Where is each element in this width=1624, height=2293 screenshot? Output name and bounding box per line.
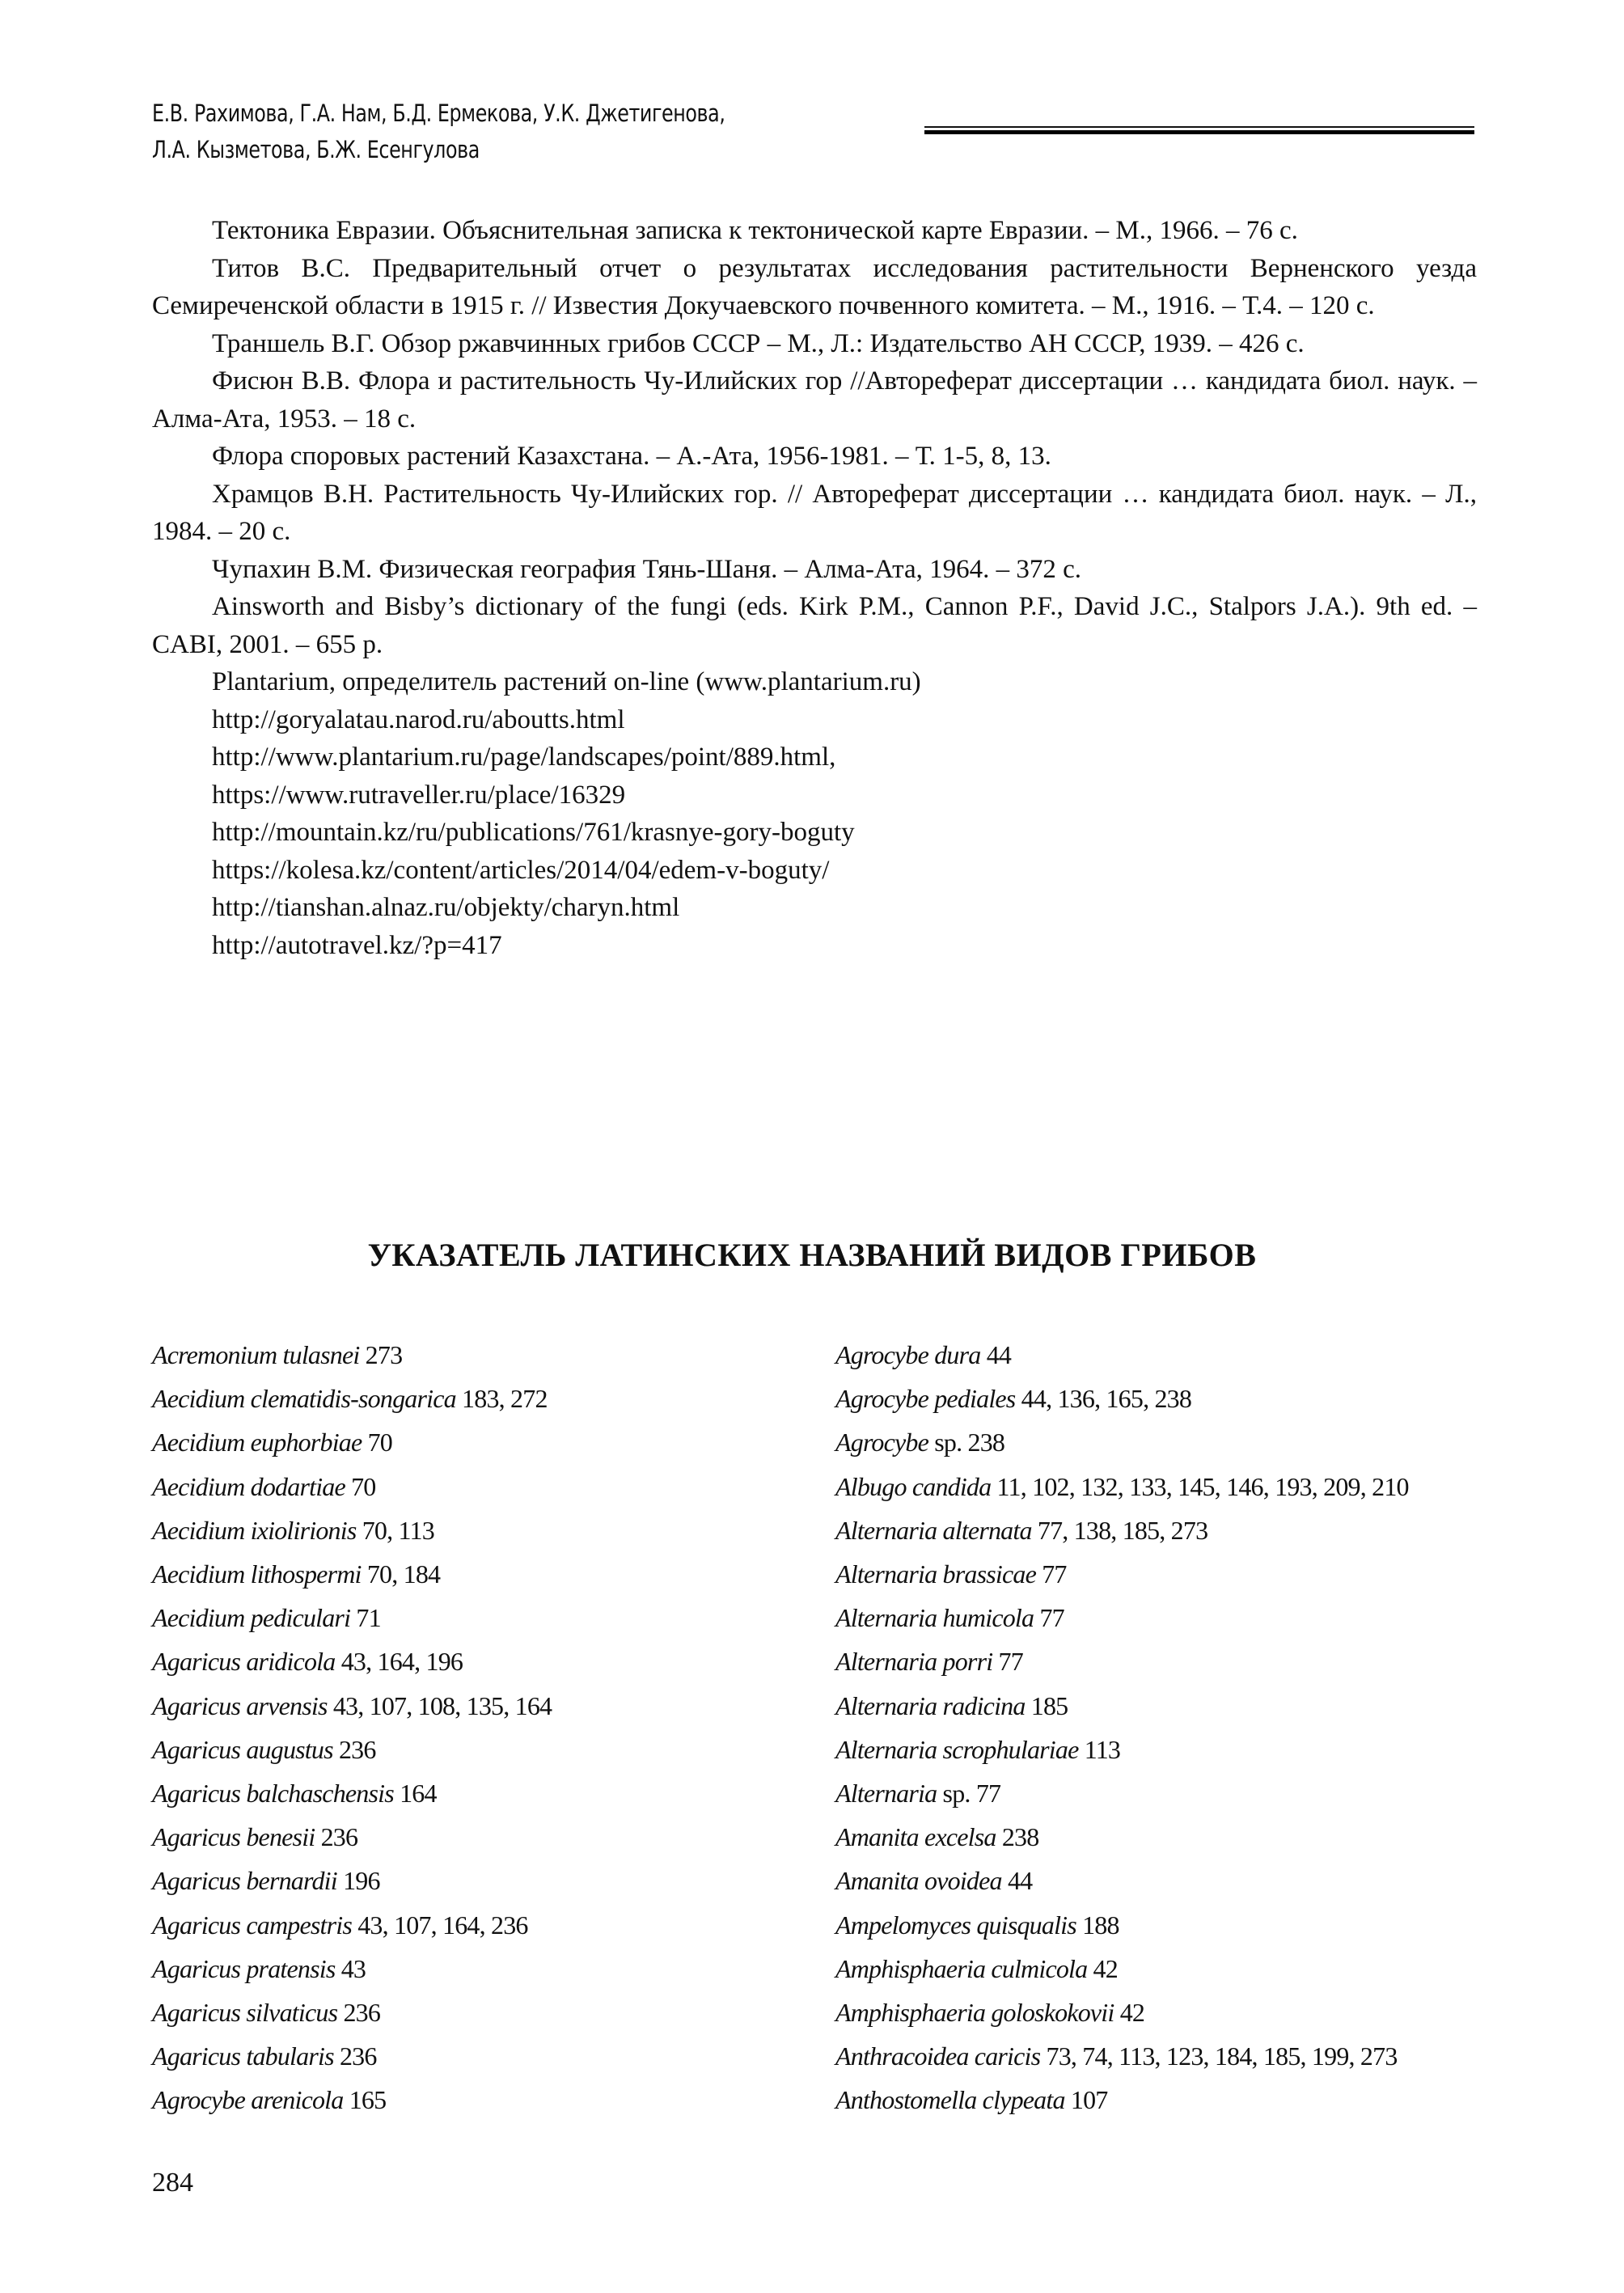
reference-item: Траншель В.Г. Обзор ржавчинных грибов СССР – М., Л.: Издательство АН СССР, 1939. – 426 с. — [212, 328, 1305, 358]
species-name: Alternaria alternata — [835, 1515, 1032, 1545]
reference-list — [152, 212, 1477, 964]
index-entry — [152, 1465, 552, 1508]
index-entry — [152, 1508, 552, 1552]
page-references: 70 — [367, 1428, 393, 1457]
reference-item: Тектоника Евразии. Объяснительная записка к тектонической карте Евразии. – М., 1966. – 76 с. — [212, 216, 1298, 245]
species-name: Amphisphaeria goloskokovii — [835, 1998, 1114, 2028]
index-entry — [152, 1639, 552, 1683]
species-name: Ampelomyces quisqualis — [835, 1910, 1076, 1940]
species-name: Aecidium ixiolirionis — [152, 1515, 357, 1545]
authors-line-1: Е.В. Рахимова, Г.А. Нам, Б.Д. Ермекова, У.К. Джетигенова, — [152, 99, 725, 127]
page-references: 44 — [986, 1340, 1012, 1369]
species-name: Agaricus tabularis — [152, 2041, 334, 2071]
index-entry — [835, 1377, 1409, 1420]
reference-url[interactable]: https://kolesa.kz/content/articles/2014/04/edem-v-boguty/ — [212, 855, 830, 885]
page-references: 70, 184 — [366, 1559, 441, 1589]
species-name: Agaricus bernardii — [152, 1866, 337, 1896]
index-entry — [152, 1991, 552, 2034]
index-entry — [152, 2078, 552, 2122]
page-references: 107 — [1070, 2085, 1108, 2115]
index-entry — [835, 1815, 1409, 1859]
page-number: 284 — [152, 2168, 193, 2198]
page-references: 236 — [339, 2041, 377, 2071]
index-entry — [835, 1728, 1409, 1771]
index-right-column — [835, 1333, 1409, 2122]
authors-line-2: Л.А. Кызметова, Б.Ж. Есенгулова — [152, 136, 480, 163]
page-references: 185 — [1030, 1690, 1068, 1720]
index-entry — [152, 1728, 552, 1771]
page-references: 164 — [400, 1779, 437, 1809]
species-name: Aecidium clematidis-songarica — [152, 1384, 456, 1414]
index-entry — [152, 2034, 552, 2078]
index-entry — [835, 1420, 1409, 1464]
reference-url[interactable]: http://autotravel.kz/?p=417 — [212, 930, 502, 960]
index-entry — [152, 1815, 552, 1859]
page-references: 73, 74, 113, 123, 184, 185, 199, 273 — [1046, 2041, 1398, 2071]
page-references: 196 — [343, 1866, 380, 1896]
reference-item: Чупахин В.М. Физическая география Тянь-Шаня. – Алма-Ата, 1964. – 372 с. — [212, 554, 1082, 584]
species-name: Agaricus arvensis — [152, 1690, 328, 1720]
index-entry — [152, 1859, 552, 1902]
page-references: 43, 107, 164, 236 — [357, 1910, 528, 1940]
index-entry — [152, 1596, 552, 1639]
index-entry — [835, 1596, 1409, 1639]
species-name: Agaricus aridicola — [152, 1647, 336, 1677]
index-entry — [835, 1903, 1409, 1947]
header-rule-thick — [924, 130, 1474, 134]
index-entry — [152, 1684, 552, 1728]
index-entry — [835, 2078, 1409, 2122]
species-name: Aecidium lithospermi — [152, 1559, 362, 1589]
index-entry — [152, 1947, 552, 1991]
index-title: УКАЗАТЕЛЬ ЛАТИНСКИХ НАЗВАНИЙ ВИДОВ ГРИБОВ — [367, 1237, 1257, 1273]
page-references: 165 — [349, 2085, 387, 2115]
index-entry — [835, 1991, 1409, 2034]
index-entry — [835, 1947, 1409, 1991]
page-references: 236 — [343, 1998, 381, 2028]
species-name: Agaricus augustus — [152, 1734, 333, 1764]
page-references: 42 — [1093, 1953, 1118, 1983]
reference-item: Флора споровых растений Казахстана. – А.-Ата, 1956-1981. – Т. 1-5, 8, 13. — [212, 442, 1051, 471]
species-name: Amphisphaeria culmicola — [835, 1953, 1088, 1983]
reference-item: Титов В.С. Предварительный отчет о результатах исследования растительности Верненского уезда Семиреченской области в 1915 г. // Известия Докучаевского почвенного комитета. – М., 1916. – Т.4. – 120 с. — [152, 253, 1477, 320]
species-name: Alternaria humicola — [835, 1603, 1034, 1633]
species-name: Agaricus pratensis — [152, 1953, 336, 1983]
species-name: Alternaria brassicae — [835, 1559, 1036, 1589]
page-references: 238 — [967, 1428, 1005, 1457]
index-left-column — [152, 1333, 552, 2122]
page-references: 188 — [1082, 1910, 1119, 1940]
species-name: Aecidium euphorbiae — [152, 1428, 362, 1457]
page-references: 11, 102, 132, 133, 145, 146, 193, 209, 210 — [996, 1471, 1409, 1501]
page-references: 43, 164, 196 — [340, 1647, 463, 1677]
page-references: 77 — [998, 1647, 1023, 1677]
page-references: 43 — [340, 1953, 366, 1983]
reference-url[interactable]: http://tianshan.alnaz.ru/objekty/charyn.html — [212, 893, 680, 922]
page-references: 236 — [338, 1734, 376, 1764]
reference-url[interactable]: http://goryalatau.narod.ru/aboutts.html — [212, 704, 625, 734]
page-references: 183, 272 — [462, 1384, 548, 1414]
page-references: 238 — [1001, 1822, 1039, 1852]
species-name: Agaricus campestris — [152, 1910, 353, 1940]
species-suffix: sp. — [934, 1428, 962, 1457]
page-references: 43, 107, 108, 135, 164 — [332, 1690, 552, 1720]
index-entry — [152, 1552, 552, 1596]
species-suffix: sp. — [942, 1779, 971, 1809]
species-name: Aecidium pediculari — [152, 1603, 351, 1633]
page-references: 113 — [1084, 1734, 1121, 1764]
species-name: Agaricus silvaticus — [152, 1998, 338, 2028]
species-name: Alternaria porri — [835, 1647, 993, 1677]
species-name: Anthracoidea caricis — [835, 2041, 1041, 2071]
species-name: Alternaria radicina — [835, 1690, 1026, 1720]
reference-item: Фисюн В.В. Флора и растительность Чу-Илийских гор //Автореферат диссертации … кандидата биол. наук. – Алма-Ата, 1953. – 18 с. — [152, 366, 1477, 434]
reference-url[interactable]: http://www.plantarium.ru/page/landscapes/point/889.html, — [212, 742, 836, 772]
running-header-authors — [152, 95, 725, 168]
page-references: 70, 113 — [362, 1515, 434, 1545]
reference-item: Plantarium, определитель растений on-line (www.plantarium.ru) — [212, 667, 921, 696]
page-references: 273 — [365, 1340, 403, 1369]
index-entry — [835, 1639, 1409, 1683]
species-name: Amanita excelsa — [835, 1822, 996, 1852]
species-name: Agaricus benesii — [152, 1822, 315, 1852]
index-entry — [152, 1420, 552, 1464]
species-name: Alternaria — [835, 1779, 937, 1809]
page-references: 77 — [975, 1779, 1001, 1809]
page-references: 77, 138, 185, 273 — [1037, 1515, 1208, 1545]
index-entry — [152, 1771, 552, 1815]
index-entry — [835, 1333, 1409, 1377]
page-references: 44, 136, 165, 238 — [1021, 1384, 1192, 1414]
species-name: Anthostomella clypeata — [835, 2085, 1065, 2115]
species-name: Agrocybe dura — [835, 1340, 981, 1369]
reference-item: Ainsworth and Bisby’s dictionary of the fungi (eds. Kirk P.M., Cannon P.F., David J.C., Stalpors J.A.). 9th ed. – CABI, 2001. – 655 p. — [152, 592, 1477, 659]
page-references: 42 — [1119, 1998, 1145, 2028]
index-entry — [835, 1508, 1409, 1552]
index-entry — [835, 1859, 1409, 1902]
reference-item: Храмцов В.Н. Растительность Чу-Илийских гор. // Автореферат диссертации … кандидата биол. наук. – Л., 1984. – 20 с. — [152, 479, 1477, 546]
page-references: 77 — [1039, 1603, 1064, 1633]
species-name: Albugo candida — [835, 1471, 992, 1501]
species-name: Agrocybe — [835, 1428, 929, 1457]
header-rule-thin — [924, 126, 1474, 128]
species-name: Amanita ovoidea — [835, 1866, 1002, 1896]
index-entry — [152, 1377, 552, 1420]
page-references: 236 — [320, 1822, 358, 1852]
page-references: 71 — [356, 1603, 381, 1633]
index-entry — [152, 1333, 552, 1377]
page-references: 44 — [1007, 1866, 1033, 1896]
species-name: Agaricus balchaschensis — [152, 1779, 394, 1809]
reference-url[interactable]: https://www.rutraveller.ru/place/16329 — [212, 780, 626, 810]
species-name: Aecidium dodartiae — [152, 1471, 345, 1501]
reference-url[interactable]: http://mountain.kz/ru/publications/761/krasnye-gory-boguty — [212, 818, 855, 847]
index-entry — [152, 1903, 552, 1947]
species-name: Alternaria scrophulariae — [835, 1734, 1079, 1764]
species-name: Agrocybe arenicola — [152, 2085, 344, 2115]
page-references: 70 — [351, 1471, 376, 1501]
index-entry — [835, 1684, 1409, 1728]
page-references: 77 — [1042, 1559, 1067, 1589]
species-name: Acremonium tulasnei — [152, 1340, 360, 1369]
index-entry — [835, 1465, 1409, 1508]
index-entry — [835, 2034, 1409, 2078]
species-name: Agrocybe pediales — [835, 1384, 1016, 1414]
index-entry — [835, 1771, 1409, 1815]
index-entry — [835, 1552, 1409, 1596]
